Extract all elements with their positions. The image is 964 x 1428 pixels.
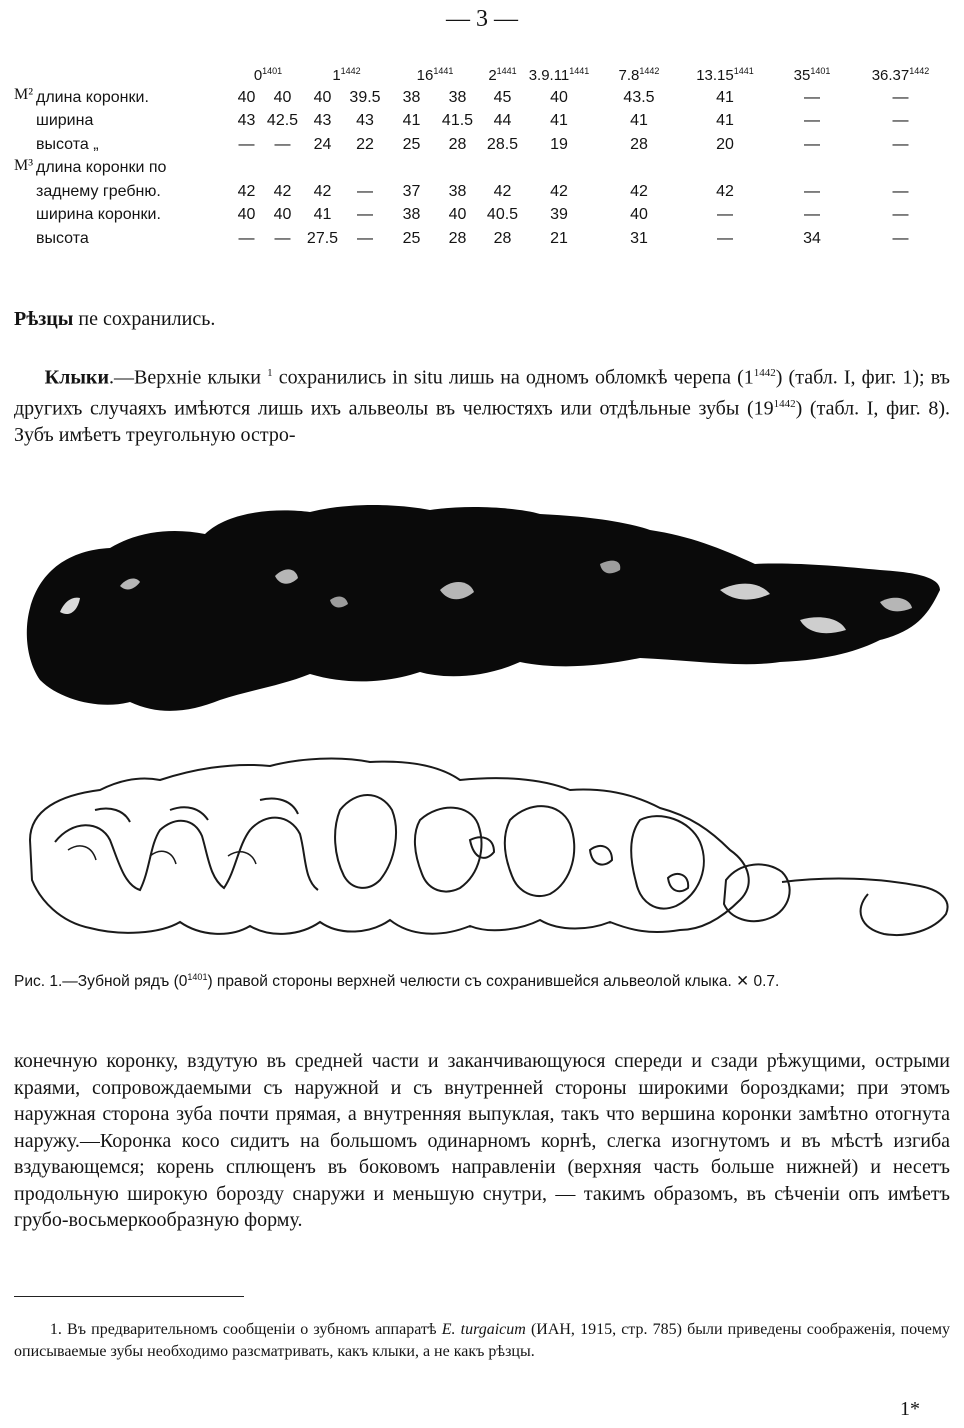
canines-heading: Клыки — [44, 366, 109, 389]
table-row — [14, 180, 943, 204]
incisors-paragraph: Рѣзцы пе сохранились. — [14, 308, 216, 330]
table-cell — [684, 157, 766, 181]
column-header: $35^{1401}$ — [793, 66, 831, 84]
table-cell: — — [274, 135, 291, 153]
table-cell: 37 — [402, 182, 421, 200]
table-cell: 41 — [550, 112, 568, 130]
table-cell: — — [892, 88, 909, 106]
table-cell — [524, 157, 594, 181]
column-header: $0^{1401}$ — [253, 66, 283, 84]
table-cell: 28 — [448, 135, 467, 153]
table-cell: 40 — [273, 88, 292, 106]
table-cell: 41 — [716, 112, 734, 130]
table-cell: 43.5 — [623, 88, 655, 106]
table-cell: — — [717, 229, 733, 247]
table-cell: — — [357, 182, 373, 200]
table-cell: 41 — [630, 112, 648, 130]
table-cell — [341, 157, 389, 181]
table-cell: 43 — [313, 112, 332, 130]
table-cell: — — [238, 135, 255, 153]
table-cell: 42.5 — [266, 112, 299, 130]
table-cell: 21 — [550, 229, 568, 247]
table-cell: — — [274, 229, 291, 247]
column-header: $16^{1441}$ — [416, 66, 454, 84]
table-cell: — — [892, 182, 909, 200]
table-cell: 27.5 — [306, 229, 339, 247]
footnote-divider — [14, 1296, 244, 1297]
table-cell: 19 — [550, 135, 568, 153]
table-cell: — — [357, 206, 373, 224]
row-section-label: M² — [14, 86, 34, 103]
table-cell: 43 — [356, 112, 374, 130]
table-cell: 28 — [448, 229, 467, 247]
table-cell — [858, 157, 943, 181]
column-header: $36.37^{1442}$ — [871, 66, 930, 84]
table-cell: — — [804, 112, 820, 130]
table-header-row — [14, 58, 943, 86]
table-cell — [594, 157, 684, 181]
table-cell: 42 — [550, 182, 568, 200]
row-label: ширина коронки. — [36, 206, 161, 224]
canines-paragraph: Клыки.—Верхніе клыки $^1$ сохранились in situ лишь на одномъ обломкѣ черепа $(1^{1442})$ (табл. I, фиг. 1); въ другихъ случаяхъ имѣются лишь ихъ альвеолы въ челюстяхъ или отдѣльные зубы $(19^{1442})$ (табл. I, фиг. 8). Зубъ имѣетъ треугольную остро- — [14, 366, 950, 447]
table-cell: — — [717, 206, 733, 224]
row-label: заднему гребню. — [36, 182, 161, 200]
page-number: — 3 — — [446, 6, 518, 32]
row-section-label: M³ — [14, 156, 34, 174]
table-cell: 40 — [313, 88, 332, 106]
table-cell — [434, 157, 481, 181]
table-cell: — — [804, 135, 820, 153]
table-cell: 40.5 — [486, 206, 519, 224]
table-row — [14, 86, 943, 110]
species-name: E. turgaicum — [441, 1321, 526, 1338]
tooth-row-photograph — [27, 505, 940, 711]
table-cell: 28 — [630, 135, 648, 153]
table-cell: 24 — [313, 135, 332, 153]
table-cell: 42 — [493, 182, 512, 200]
table-cell: 42 — [237, 182, 256, 200]
table-cell: — — [892, 229, 909, 247]
row-section-label — [14, 204, 36, 228]
column-header: $3.9.11^{1441}$ — [528, 66, 590, 84]
table-cell: — — [892, 112, 909, 130]
table-cell: 22 — [356, 135, 374, 153]
table-cell: 25 — [402, 229, 421, 247]
table-cell: 41.5 — [441, 112, 474, 130]
tooth-row-drawing — [30, 759, 948, 936]
table-cell: 40 — [550, 88, 568, 106]
table-cell: — — [357, 229, 373, 247]
footnote-marker: 1 — [267, 367, 273, 379]
table-cell: 28.5 — [486, 135, 519, 153]
incisors-heading: Рѣзцы — [14, 308, 74, 330]
row-section-label — [14, 110, 36, 134]
row-section-label — [14, 227, 36, 251]
table-cell: 41 — [313, 206, 332, 224]
column-header: $13.15^{1441}$ — [696, 66, 754, 84]
column-header: $2^{1441}$ — [488, 66, 517, 84]
row-label: высота „ — [36, 135, 99, 153]
table-cell: — — [804, 206, 820, 224]
table-cell: 42 — [630, 182, 648, 200]
table-row — [14, 204, 943, 228]
table-row — [14, 133, 943, 157]
footnote: 1. Въ предварительномъ сообщеніи о зубномъ аппаратѣ E. turgaicum (ИАН, 1915, стр. 785) были приведены соображенія, почему описываемые зубы необходимо разсматривать, какъ клыки, а не какъ рѣзцы. — [14, 1321, 951, 1360]
table-cell: 42 — [313, 182, 332, 200]
table-cell: 43 — [237, 112, 256, 130]
table-cell: 40 — [273, 206, 292, 224]
table-row — [14, 110, 943, 134]
table-cell: 42 — [273, 182, 292, 200]
table-cell: 38 — [448, 88, 467, 106]
row-label: длина коронки. — [36, 88, 149, 106]
table-cell: — — [892, 206, 909, 224]
row-label: высота — [36, 229, 89, 247]
table-cell: 20 — [716, 135, 734, 153]
table-cell: 40 — [237, 206, 256, 224]
canines-description-paragraph: конечную коронку, вздутую въ средней части и заканчивающуюся спереди и сзади рѣжущими, острыми краями, сопровождаемыми съ наружной и съ внутренней стороны широкими бороздками; при этомъ наружная сторона зуба почти прямая, а внутренняя выпуклая, такъ что вершина коронки замѣтно отогнута наружу.—Коронка косо сидитъ на большомъ одинарномъ корнѣ, слегка изогнутомъ и въ мѣстѣ изгиба вздувающемся; корень сплющенъ въ боковомъ направленіи (верхняя часть больше нижней) и несетъ продольную широкую борозду снаружи и меньшую снутри, — такимъ образомъ, въ сѣченіи опъ имѣетъ грубо-восьмеркообразную форму. — [14, 1050, 950, 1231]
table-cell: 41 — [402, 112, 421, 130]
table-cell — [766, 157, 858, 181]
table-cell: 31 — [630, 229, 648, 247]
tooth-row-figure — [0, 490, 964, 960]
table-cell: — — [804, 182, 820, 200]
table-cell — [481, 157, 524, 181]
table-cell — [261, 157, 304, 181]
table-cell: 44 — [493, 112, 512, 130]
table-cell — [304, 157, 341, 181]
figure-caption: Рис. 1.—Зубной рядъ $(0^{1401})$ правой стороны верхней челюсти съ сохранившейся альвеолой клыка. ✕ 0.7. — [14, 972, 780, 991]
table-cell — [232, 157, 261, 181]
table-cell: 40 — [630, 206, 648, 224]
column-header: $1^{1442}$ — [332, 66, 361, 84]
row-label: ширина — [36, 112, 94, 130]
table-cell: 38 — [402, 88, 421, 106]
table-cell: 38 — [402, 206, 421, 224]
table-cell: 25 — [402, 135, 421, 153]
table-cell: — — [804, 88, 820, 106]
table-cell: 39.5 — [349, 88, 381, 106]
sheet-signature: 1* — [900, 1398, 920, 1420]
table-cell: — — [238, 229, 255, 247]
table-cell: 41 — [716, 88, 734, 106]
table-cell: 42 — [716, 182, 734, 200]
table-cell: 28 — [493, 229, 512, 247]
measurements-table — [14, 58, 943, 251]
table-cell: — — [892, 135, 909, 153]
table-cell: 40 — [448, 206, 467, 224]
table-row — [14, 227, 943, 251]
table-row — [14, 157, 943, 181]
table-cell: 34 — [803, 229, 821, 247]
table-cell — [389, 157, 434, 181]
row-section-label — [14, 133, 36, 157]
table-cell: 40 — [237, 88, 256, 106]
table-cell: 39 — [550, 206, 568, 224]
table-cell: 45 — [493, 88, 512, 106]
row-section-label — [14, 180, 36, 204]
column-header: $7.8^{1442}$ — [618, 66, 660, 84]
table-cell: 38 — [448, 182, 467, 200]
row-label: длина коронки по — [36, 159, 167, 177]
